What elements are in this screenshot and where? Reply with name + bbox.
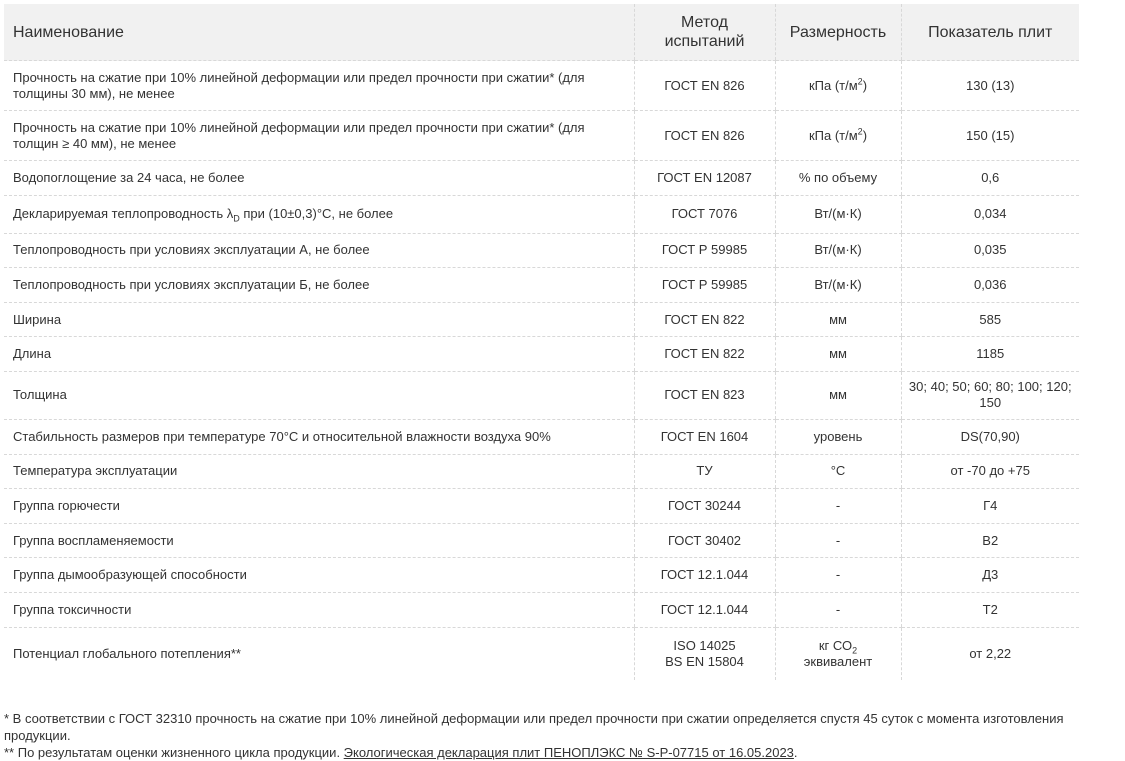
row-name: Группа токсичности xyxy=(4,592,634,627)
name-sub: D xyxy=(233,213,240,224)
row-name: Группа горючести xyxy=(4,489,634,524)
table-row xyxy=(4,161,1079,196)
row-method: ГОСТ 30402 xyxy=(634,523,775,558)
row-name: Водопоглощение за 24 часа, не более xyxy=(4,161,634,196)
row-method: ГОСТ 12.1.044 xyxy=(634,592,775,627)
row-method: ГОСТ 30244 xyxy=(634,489,775,524)
row-name: Теплопроводность при условиях эксплуатации А, не более xyxy=(4,233,634,268)
header-method xyxy=(634,4,775,61)
row-value: 30; 40; 50; 60; 80; 100; 120; 150 xyxy=(901,371,1079,419)
row-method: ГОСТ EN 826 xyxy=(634,61,775,111)
row-unit: % по объему xyxy=(775,161,901,196)
row-method: ГОСТ 12.1.044 xyxy=(634,558,775,593)
row-name: Теплопроводность при условиях эксплуатации Б, не более xyxy=(4,268,634,303)
table-row xyxy=(4,489,1079,524)
table-row xyxy=(4,111,1079,161)
row-method: ГОСТ EN 826 xyxy=(634,111,775,161)
row-value: Г4 xyxy=(901,489,1079,524)
spec-table-container xyxy=(4,4,1079,680)
row-unit: мм xyxy=(775,302,901,337)
row-unit: °С xyxy=(775,454,901,489)
row-method: ГОСТ EN 822 xyxy=(634,302,775,337)
unit-sup: 2 xyxy=(857,76,863,87)
row-unit: - xyxy=(775,558,901,593)
header-name: Наименование xyxy=(4,4,634,61)
table-row xyxy=(4,195,1079,233)
row-method: ГОСТ EN 12087 xyxy=(634,161,775,196)
row-value: 0,036 xyxy=(901,268,1079,303)
table-row xyxy=(4,302,1079,337)
row-unit: - xyxy=(775,489,901,524)
row-value: 1185 xyxy=(901,337,1079,372)
method-line1: ISO 14025 xyxy=(673,637,736,653)
footnotes xyxy=(4,710,1125,761)
row-value: Т2 xyxy=(901,592,1079,627)
unit-text-end: ) xyxy=(862,77,868,93)
row-unit: Вт/(м·К) xyxy=(775,233,901,268)
row-value: 0,035 xyxy=(901,233,1079,268)
row-method: ГОСТ EN 823 xyxy=(634,371,775,419)
row-method: ГОСТ 7076 xyxy=(634,195,775,233)
footnote-1: * В соответствии с ГОСТ 32310 прочность на сжатие при 10% линейной деформации или предел прочности при сжатии определяется спустя 45 суток с момента изготовления продукции. xyxy=(4,711,1064,743)
row-unit: Вт/(м·К) xyxy=(775,268,901,303)
row-value: В2 xyxy=(901,523,1079,558)
header-unit: Размерность xyxy=(775,4,901,61)
row-name: Группа воспламеняемости xyxy=(4,523,634,558)
row-unit xyxy=(775,627,901,680)
row-unit: мм xyxy=(775,337,901,372)
row-method: ГОСТ EN 822 xyxy=(634,337,775,372)
table-row xyxy=(4,419,1079,454)
table-row xyxy=(4,268,1079,303)
header-value: Показатель плит xyxy=(901,4,1079,61)
row-unit: мм xyxy=(775,371,901,419)
row-name: Потенциал глобального потепления** xyxy=(13,645,241,661)
table-row xyxy=(4,454,1079,489)
unit-text: кПа (т/м xyxy=(808,77,858,93)
footnote-2-text: ** По результатам оценки жизненного цикла продукции. xyxy=(4,745,344,760)
row-unit xyxy=(775,111,901,161)
header-method-line2: испытаний xyxy=(664,33,745,50)
unit-text-end: ) xyxy=(862,127,868,143)
unit-sub: 2 xyxy=(852,645,858,656)
row-name: Ширина xyxy=(4,302,634,337)
table-header-row xyxy=(4,4,1079,61)
table-row xyxy=(4,61,1079,111)
row-unit xyxy=(775,61,901,111)
table-row xyxy=(4,371,1079,419)
row-name: Стабильность размеров при температуре 70°С и относительной влажности воздуха 90% xyxy=(4,419,634,454)
row-method: ГОСТ Р 59985 xyxy=(634,268,775,303)
table-row xyxy=(4,523,1079,558)
unit-sup: 2 xyxy=(857,126,863,137)
row-value: 0,6 xyxy=(901,161,1079,196)
row-name: Толщина xyxy=(4,371,634,419)
unit-line2: эквивалент xyxy=(803,653,873,669)
row-method xyxy=(634,627,775,680)
row-unit: - xyxy=(775,592,901,627)
unit-text: кг СО xyxy=(818,637,853,653)
row-value: от -70 до +75 xyxy=(901,454,1079,489)
table-row xyxy=(4,627,1079,680)
name-text-end: при (10±0,3)°С, не более xyxy=(239,206,394,222)
row-value: DS(70,90) xyxy=(901,419,1079,454)
row-value: 0,034 xyxy=(901,195,1079,233)
row-name: Длина xyxy=(4,337,634,372)
row-name: Прочность на сжатие при 10% линейной деформации или предел прочности при сжатии* (для толщины 30 мм), не менее xyxy=(4,61,634,111)
row-value: 130 (13) xyxy=(901,61,1079,111)
eco-declaration-link[interactable]: Экологическая декларация плит ПЕНОПЛЭКС № S-P-07715 от 16.05.2023 xyxy=(343,745,794,760)
footnote-2 xyxy=(4,744,1125,761)
row-value: Д3 xyxy=(901,558,1079,593)
row-method: ТУ xyxy=(634,454,775,489)
method-line2: BS EN 15804 xyxy=(665,653,744,669)
row-unit: Вт/(м·К) xyxy=(775,195,901,233)
row-method: ГОСТ Р 59985 xyxy=(634,233,775,268)
spec-table xyxy=(4,4,1079,680)
row-name: Температура эксплуатации xyxy=(4,454,634,489)
row-name xyxy=(4,195,634,233)
table-row xyxy=(4,337,1079,372)
row-unit: уровень xyxy=(775,419,901,454)
table-row xyxy=(4,592,1079,627)
row-value: 150 (15) xyxy=(901,111,1079,161)
row-method: ГОСТ EN 1604 xyxy=(634,419,775,454)
footnote-2-end: . xyxy=(793,745,798,760)
row-value: от 2,22 xyxy=(901,627,1079,680)
name-text: Декларируемая теплопроводность λ xyxy=(13,206,234,222)
table-row xyxy=(4,233,1079,268)
row-value: 585 xyxy=(901,302,1079,337)
row-name: Группа дымообразующей способности xyxy=(4,558,634,593)
header-method-line1: Метод xyxy=(681,14,728,31)
row-name: Прочность на сжатие при 10% линейной деформации или предел прочности при сжатии* (для толщин ≥ 40 мм), не менее xyxy=(4,111,634,161)
row-unit: - xyxy=(775,523,901,558)
table-row xyxy=(4,558,1079,593)
unit-text: кПа (т/м xyxy=(808,127,858,143)
